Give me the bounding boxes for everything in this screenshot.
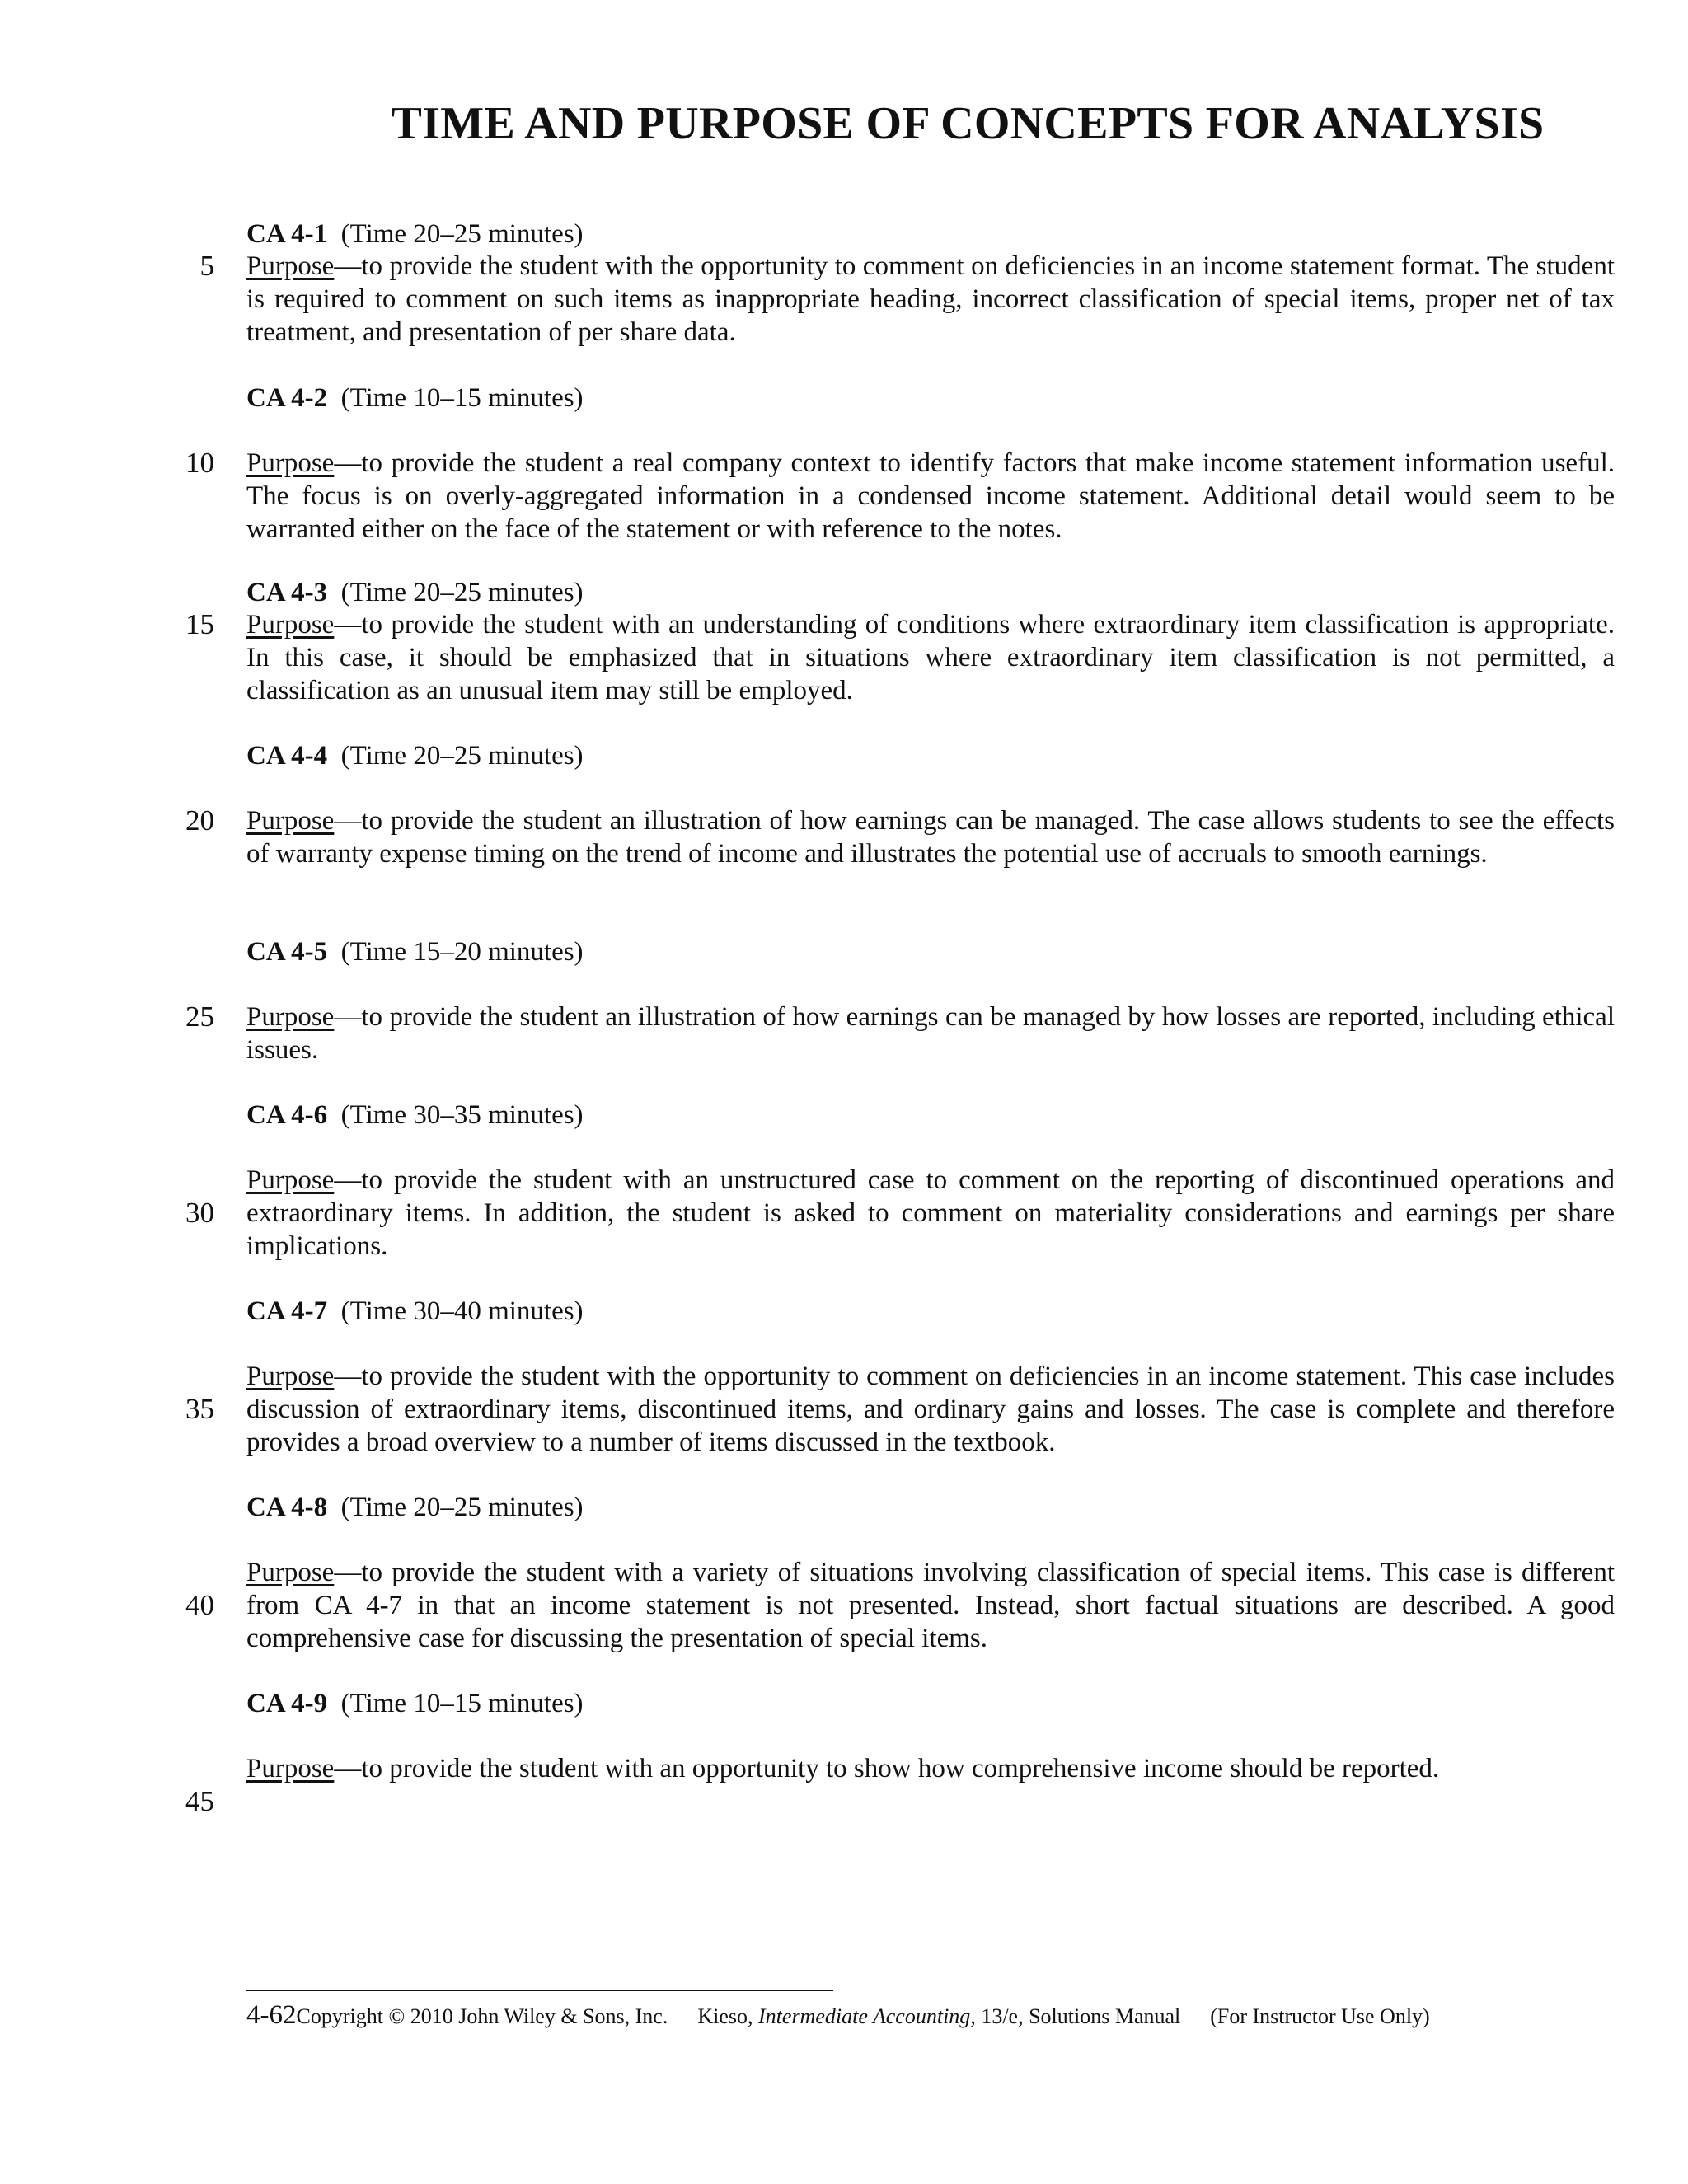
purpose-label: Purpose xyxy=(246,610,335,640)
footer-book-title: Intermediate Accounting, xyxy=(758,2004,976,2028)
case-time: (Time 15–20 minutes) xyxy=(340,937,584,967)
case-purpose xyxy=(246,1360,1615,1459)
purpose-label: Purpose xyxy=(246,251,335,281)
line-number: 10 xyxy=(185,447,214,479)
case-purpose xyxy=(246,1752,1615,1785)
purpose-text: —to provide the student an illustration of how earnings can be managed by how losses are reported, including ethical issues. xyxy=(246,1002,1615,1065)
purpose-label: Purpose xyxy=(246,1165,335,1195)
case-label: CA 4-1 xyxy=(246,219,328,249)
case-label: CA 4-4 xyxy=(246,741,328,771)
purpose-text: —to provide the student with a variety of situations involving classification of special items. This case is different from CA 4-7 in that an income statement is not presented. Instead, short factual situations are described. A good comprehensive case for discussing the presentation of special items. xyxy=(246,1558,1615,1653)
case-label: CA 4-9 xyxy=(246,1689,328,1718)
case-label: CA 4-2 xyxy=(246,383,328,413)
case-purpose xyxy=(246,1164,1615,1263)
case-label: CA 4-6 xyxy=(246,1100,328,1130)
purpose-text: —to provide the student with the opportunity to comment on deficiencies in an income statement format. The student is required to comment on such items as inappropriate heading, incorrect classification of special items, proper net of tax treatment, and presentation of per share data. xyxy=(246,251,1615,347)
page-footer xyxy=(246,2001,1430,2031)
case-heading xyxy=(246,1491,584,1524)
case-purpose xyxy=(246,804,1615,870)
line-number: 25 xyxy=(185,1001,214,1033)
purpose-text: —to provide the student with the opportunity to comment on deficiencies in an income statement. This case includes discussion of extraordinary items, discontinued items, and ordinary gains and losses. The case is complete and therefore provides a broad overview to a number of items discussed in the textbook. xyxy=(246,1361,1615,1457)
footer-edition: 13/e, Solutions Manual xyxy=(981,2004,1181,2028)
line-number: 40 xyxy=(185,1589,214,1621)
case-heading xyxy=(246,1099,584,1132)
case-time: (Time 10–15 minutes) xyxy=(340,1689,584,1718)
case-time: (Time 20–25 minutes) xyxy=(340,219,584,249)
purpose-label: Purpose xyxy=(246,806,335,836)
purpose-label: Purpose xyxy=(246,1361,335,1391)
line-number: 45 xyxy=(185,1785,214,1817)
case-heading xyxy=(246,218,584,251)
case-time: (Time 20–25 minutes) xyxy=(340,578,584,607)
line-number: 15 xyxy=(185,608,214,640)
page-title: TIME AND PURPOSE OF CONCEPTS FOR ANALYSIS xyxy=(391,98,1545,149)
case-time: (Time 20–25 minutes) xyxy=(340,1493,584,1522)
line-number: 35 xyxy=(185,1393,214,1425)
case-heading xyxy=(246,576,584,609)
purpose-label: Purpose xyxy=(246,1002,335,1032)
purpose-label: Purpose xyxy=(246,1754,335,1783)
footer-note: (For Instructor Use Only) xyxy=(1210,2004,1430,2028)
page-number: 4-62 xyxy=(246,2000,297,2030)
case-purpose xyxy=(246,1001,1615,1066)
case-heading xyxy=(246,1295,584,1328)
case-label: CA 4-5 xyxy=(246,937,328,967)
purpose-text: —to provide the student an illustration of how earnings can be managed. The case allows students to see the effects of warranty expense timing on the trend of income and illustrates the potential use of accruals to smooth earnings. xyxy=(246,806,1615,869)
case-label: CA 4-7 xyxy=(246,1296,328,1326)
purpose-label: Purpose xyxy=(246,1558,335,1587)
footer-divider xyxy=(246,1990,833,1991)
case-time: (Time 10–15 minutes) xyxy=(340,383,584,413)
case-heading xyxy=(246,1687,584,1720)
case-label: CA 4-8 xyxy=(246,1493,328,1522)
purpose-text: —to provide the student a real company context to identify factors that make income statement information useful. The focus is on overly-aggregated information in a condensed income statement. Additional detail would seem to be warranted either on the face of the statement or with reference to the notes. xyxy=(246,448,1615,544)
purpose-text: —to provide the student with an understanding of conditions where extraordinary item classification is appropriate. In this case, it should be emphasized that in situations where extraordinary item classification is not permitted, a classification as an unusual item may still be employed. xyxy=(246,610,1615,705)
purpose-text: —to provide the student with an opportunity to show how comprehensive income should be reported. xyxy=(334,1754,1440,1783)
case-time: (Time 30–40 minutes) xyxy=(340,1296,584,1326)
case-label: CA 4-3 xyxy=(246,578,328,607)
footer-author: Kieso, xyxy=(697,2004,753,2028)
case-heading xyxy=(246,382,584,415)
case-heading xyxy=(246,739,584,772)
case-heading xyxy=(246,935,584,968)
line-number: 5 xyxy=(199,250,214,282)
purpose-text: —to provide the student with an unstructured case to comment on the reporting of discontinued operations and extraordinary items. In addition, the student is asked to comment on materiality considerations and earnings per share implications. xyxy=(246,1165,1615,1261)
purpose-label: Purpose xyxy=(246,448,335,478)
case-purpose xyxy=(246,447,1615,546)
case-purpose xyxy=(246,608,1615,707)
line-number: 30 xyxy=(185,1197,214,1229)
case-time: (Time 30–35 minutes) xyxy=(340,1100,584,1130)
line-number: 20 xyxy=(185,804,214,837)
case-time: (Time 20–25 minutes) xyxy=(340,741,584,771)
footer-copyright: Copyright © 2010 John Wiley & Sons, Inc. xyxy=(296,2004,668,2028)
case-purpose xyxy=(246,250,1615,349)
case-purpose xyxy=(246,1556,1615,1655)
